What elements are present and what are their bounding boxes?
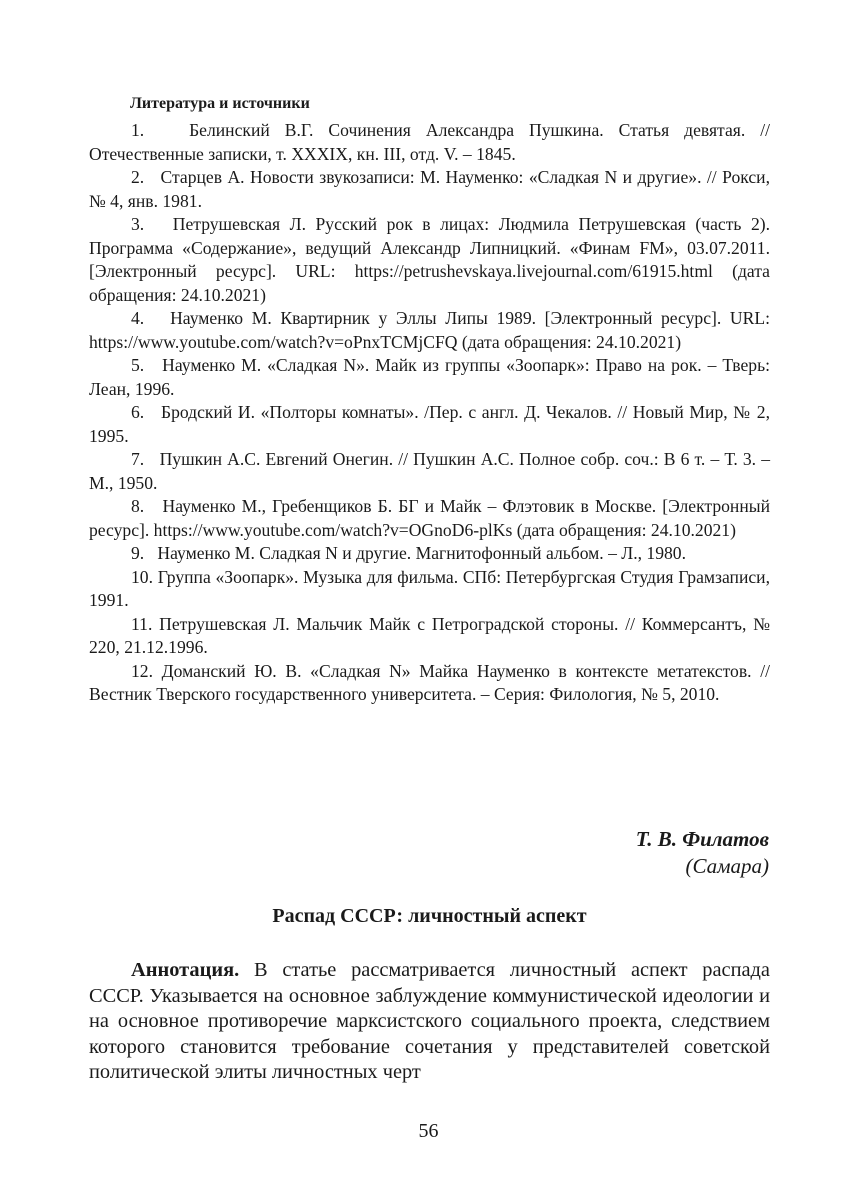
reference-item bbox=[89, 448, 770, 495]
reference-text: Науменко М. Квартирник у Эллы Липы 1989. [Электронный ресурс]. URL: https://www.youtube.com/watch?v=oPnxTCMjCFQ (дата обращения: 24.10.2021) bbox=[89, 308, 770, 352]
reference-text: Петрушевская Л. Мальчик Майк с Петроградской стороны. // Коммерсантъ, № 220, 21.12.1996. bbox=[89, 613, 770, 657]
reference-number: 12. bbox=[131, 660, 153, 681]
reference-text: Науменко М. «Сладкая N». Майк из группы «Зоопарк»: Право на рок. – Тверь: Леан, 1996. bbox=[89, 355, 770, 399]
reference-item bbox=[89, 354, 770, 401]
reference-item bbox=[89, 401, 770, 448]
abstract-text: В статье рассматривается личностный аспект распада СССР. Указывается на основное заблуждение коммунистической идеологии и на основное противоречие марксистского социального проекта, следствием которого становится требование сочетания у представителей советской политической элиты личностных черт bbox=[89, 959, 770, 1083]
reference-number: 1. bbox=[131, 120, 145, 140]
reference-item bbox=[89, 542, 770, 566]
abstract-paragraph bbox=[89, 958, 770, 1086]
reference-number: 8. bbox=[131, 496, 145, 516]
reference-item bbox=[89, 166, 770, 213]
reference-item bbox=[89, 307, 770, 354]
reference-text: Петрушевская Л. Русский рок в лицах: Людмила Петрушевская (часть 2). Программа «Содержание», ведущий Александр Липницкий. «Финам FM», 03.07.2011. [Электронный ресурс]. URL: https://petrushevskaya.livejournal.com/61915.html (дата обращения: 24.10.2021) bbox=[89, 214, 770, 305]
reference-item bbox=[89, 613, 770, 660]
abstract-label: Аннотация. bbox=[131, 959, 240, 981]
reference-text: Пушкин А.С. Евгений Онегин. // Пушкин А.С. Полное собр. соч.: В 6 т. – Т. 3. – М., 1950. bbox=[89, 449, 770, 493]
reference-number: 7. bbox=[131, 449, 145, 469]
reference-number: 6. bbox=[131, 402, 145, 422]
reference-item bbox=[89, 660, 770, 707]
reference-text: Науменко М. Сладкая N и другие. Магнитофонный альбом. – Л., 1980. bbox=[157, 543, 686, 563]
reference-text: Науменко М., Гребенщиков Б. БГ и Майк – Флэтовик в Москве. [Электронный ресурс]. https://www.youtube.com/watch?v=OGnoD6-plKs (дата обращения: 24.10.2021) bbox=[89, 496, 770, 540]
author-name: Т. В. Филатов bbox=[635, 827, 769, 851]
page-number: 56 bbox=[418, 1120, 439, 1142]
reference-text: Старцев А. Новости звукозаписи: М. Науменко: «Сладкая N и другие». // Рокси, № 4, янв. 1981. bbox=[89, 167, 770, 211]
author-city: (Самара) bbox=[685, 854, 769, 878]
reference-number: 2. bbox=[131, 167, 145, 187]
reference-number: 3. bbox=[131, 214, 145, 234]
reference-number: 4. bbox=[131, 308, 145, 328]
reference-item bbox=[89, 566, 770, 613]
article-title: Распад СССР: личностный аспект bbox=[272, 905, 587, 927]
reference-number: 11. bbox=[131, 613, 153, 634]
references-heading: Литература и источники bbox=[130, 95, 310, 112]
reference-text: Бродский И. «Полторы комнаты». /Пер. с англ. Д. Чекалов. // Новый Мир, № 2, 1995. bbox=[89, 402, 770, 446]
reference-item bbox=[89, 213, 770, 307]
reference-text: Белинский В.Г. Сочинения Александра Пушкина. Статья девятая. // Отечественные записки, т. XXXIX, кн. III, отд. V. – 1845. bbox=[89, 120, 770, 164]
reference-item bbox=[89, 119, 770, 166]
reference-number: 9. bbox=[131, 543, 145, 563]
reference-text: Группа «Зоопарк». Музыка для фильма. СПб: Петербургская Студия Грамзаписи, 1991. bbox=[89, 566, 770, 610]
reference-number: 10. bbox=[131, 566, 153, 587]
reference-item bbox=[89, 495, 770, 542]
reference-text: Доманский Ю. В. «Сладкая N» Майка Науменко в контексте метатекстов. // Вестник Тверского государственного университета. – Серия: Филология, № 5, 2010. bbox=[89, 660, 770, 704]
references-list bbox=[89, 119, 770, 707]
reference-number: 5. bbox=[131, 355, 145, 375]
author-block bbox=[636, 826, 769, 880]
